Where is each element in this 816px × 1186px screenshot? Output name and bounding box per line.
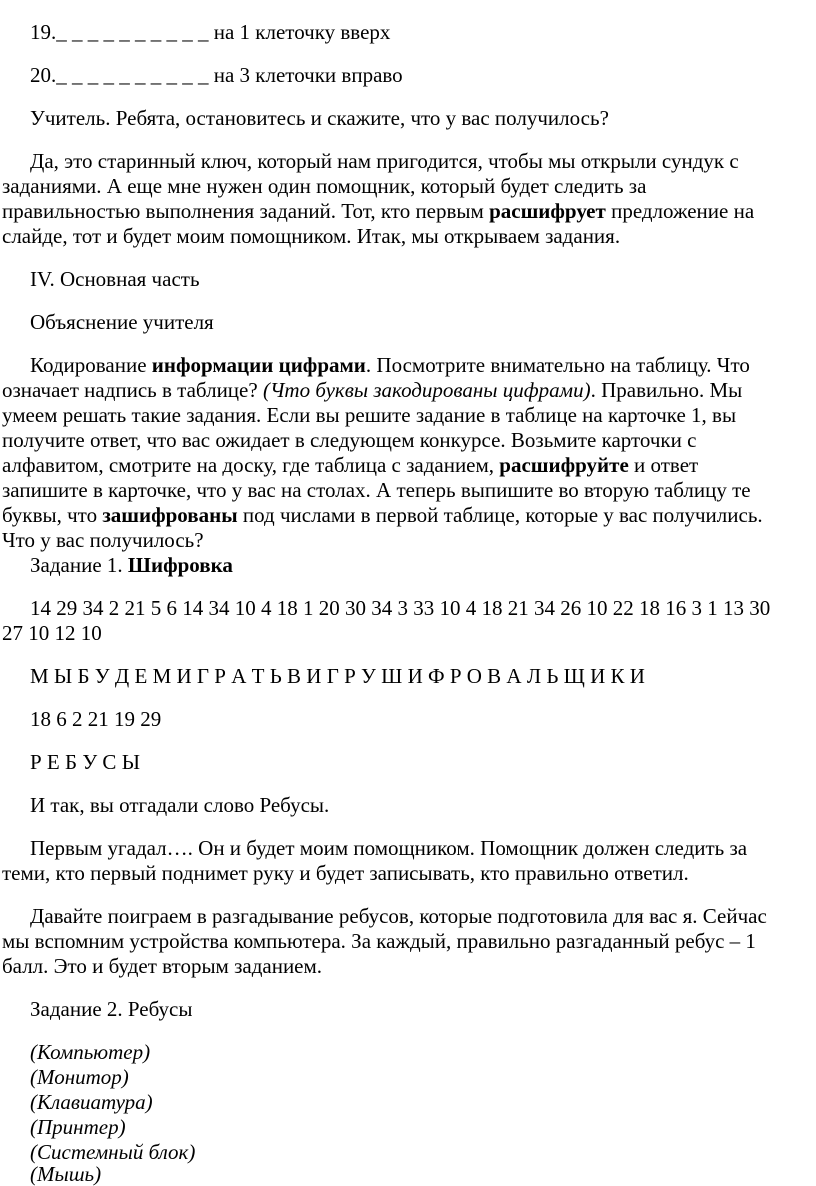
- answer-text: (Принтер): [30, 1115, 126, 1139]
- step-text: на 3 клеточки вправо: [208, 63, 403, 87]
- bold-text: зашифрованы: [102, 503, 238, 527]
- code-numbers-short: 18 6 2 21 19 29: [30, 707, 162, 731]
- step-text: на 1 клеточку вверх: [208, 20, 391, 44]
- italic-text: (Что буквы закодированы цифрами): [262, 378, 591, 402]
- answer-item: [30, 1140, 195, 1164]
- paragraph-line: Первым угадал…. Он и будет моим помощником. Помощник должен следить за: [30, 836, 748, 860]
- paragraph-line: И так, вы отгадали слово Ребусы.: [30, 793, 330, 817]
- answer-text: (Мышь): [30, 1162, 102, 1186]
- paragraph-line: заданиями. А еще мне нужен один помощник, который будет следить за: [2, 174, 647, 198]
- teacher-question: Учитель. Ребята, остановитесь и скажите, что у вас получилось?: [30, 106, 609, 130]
- task-title: Шифровка: [127, 553, 233, 577]
- text-run: алфавитом, смотрите на доску, где таблица с заданием,: [2, 453, 500, 477]
- paragraph-line: [2, 503, 763, 527]
- text-run: . Правильно. Мы: [590, 378, 743, 402]
- bold-text: расшифруйте: [499, 453, 629, 477]
- text-run: под числами в первой таблице, которые у вас получились.: [237, 503, 763, 527]
- task-label: Задание 1.: [30, 553, 128, 577]
- answer-text: (Монитор): [30, 1065, 129, 1089]
- paragraph-line: [2, 453, 698, 477]
- decoded-word: Р Е Б У С Ы: [30, 750, 141, 774]
- task-1-heading: [30, 553, 233, 577]
- paragraph-line: умеем решать такие задания. Если вы решите задание в таблице на карточке 1, вы: [2, 403, 737, 427]
- paragraph-line: Да, это старинный ключ, который нам пригодится, чтобы мы открыли сундук с: [30, 149, 739, 173]
- paragraph-line: [2, 378, 742, 402]
- answer-item: [30, 1115, 126, 1139]
- bold-text: расшифрует: [489, 199, 606, 223]
- paragraph-line: балл. Это и будет вторым заданием.: [2, 954, 323, 978]
- step-blank: _ _ _ _ _ _ _ _ _ _: [56, 20, 209, 44]
- step-19: [30, 20, 390, 44]
- decoded-letters: М Ы Б У Д Е М И Г Р А Т Ь В И Г Р У Ш И Ф Р О В А Л Ь Щ И К И: [30, 664, 645, 688]
- section-heading: IV. Основная часть: [30, 267, 200, 291]
- text-run: Кодирование: [30, 353, 152, 377]
- paragraph-line: теми, кто первый поднимет руку и будет записывать, кто правильно ответил.: [2, 861, 689, 885]
- answer-text: (Системный блок): [30, 1140, 196, 1164]
- text-run: означает надпись в таблице?: [2, 378, 263, 402]
- code-numbers-line: 14 29 34 2 21 5 6 14 34 10 4 18 1 20 30 34 3 33 10 4 18 21 34 26 10 22 18 16 3 1 13 30: [30, 596, 771, 620]
- step-20: [30, 63, 403, 87]
- subheading: Объяснение учителя: [30, 310, 214, 334]
- paragraph-line: [30, 353, 750, 377]
- step-blank: _ _ _ _ _ _ _ _ _ _: [56, 63, 209, 87]
- text-run: буквы, что: [2, 503, 103, 527]
- answer-item: [30, 1040, 150, 1064]
- paragraph-line: мы вспомним устройства компьютера. За каждый, правильно разгаданный ребус – 1: [2, 929, 756, 953]
- answer-item: [30, 1090, 153, 1114]
- text-run: предложение на: [605, 199, 755, 223]
- answer-text: (Компьютер): [30, 1040, 151, 1064]
- answer-text: (Клавиатура): [30, 1090, 153, 1114]
- paragraph-line: запишите в карточке, что у вас на столах. А теперь выпишите во вторую таблицу те: [2, 478, 751, 502]
- paragraph-line: [2, 199, 754, 223]
- step-number: 20.: [30, 63, 57, 87]
- text-run: . Посмотрите внимательно на таблицу. Что: [365, 353, 750, 377]
- answer-item: [30, 1162, 101, 1186]
- bold-text: информации цифрами: [151, 353, 366, 377]
- code-numbers-line: 27 10 12 10: [2, 621, 102, 645]
- paragraph-line: Что у вас получилось?: [2, 528, 204, 552]
- paragraph-line: получите ответ, что вас ожидает в следующем конкурсе. Возьмите карточки с: [2, 428, 697, 452]
- answer-item: [30, 1065, 129, 1089]
- task-2-heading: Задание 2. Ребусы: [30, 997, 193, 1021]
- step-number: 19.: [30, 20, 57, 44]
- text-run: и ответ: [628, 453, 699, 477]
- text-run: правильностью выполнения заданий. Тот, кто первым: [2, 199, 490, 223]
- paragraph-line: слайде, тот и будет моим помощником. Итак, мы открываем задания.: [2, 224, 621, 248]
- paragraph-line: Давайте поиграем в разгадывание ребусов, которые подготовила для вас я. Сейчас: [30, 904, 767, 928]
